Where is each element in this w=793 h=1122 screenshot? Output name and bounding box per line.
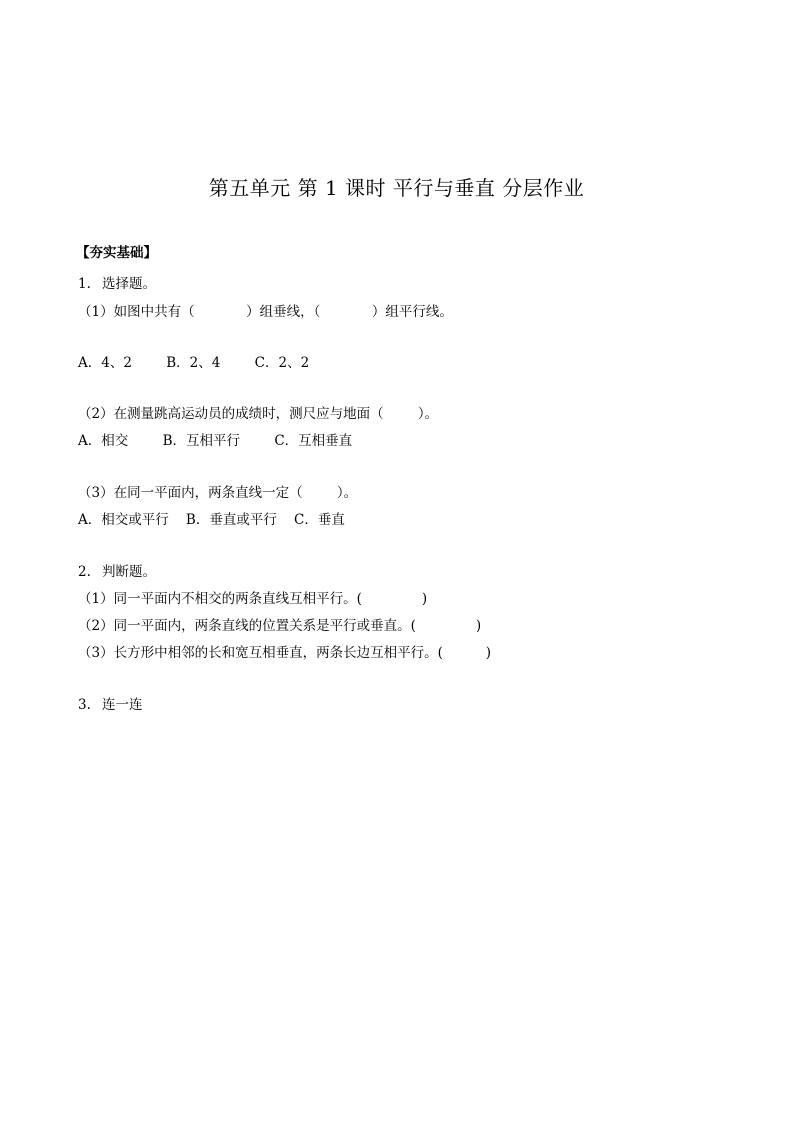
question-1-label: 选择题。	[102, 276, 156, 292]
question-1-sub-2-options: A．相交 B．互相平行 C．互相垂直	[78, 433, 353, 449]
question-1-sub-1: （1）如图中共有（ ）组垂线，（ ）组平行线。	[78, 304, 453, 320]
question-2-sub-3: （3）长方形中相邻的长和宽互相垂直，两条长边互相平行。( )	[78, 645, 492, 661]
question-3-heading	[78, 693, 143, 713]
question-1-sub-3-options: A．相交或平行 B．垂直或平行 C．垂直	[78, 512, 345, 528]
question-1-sub-3: （3）在同一平面内，两条直线一定（ ）。	[78, 485, 358, 501]
question-1-sub-1-options: A．4、2 B．2、4 C．2、2	[78, 355, 310, 371]
page-title: 第五单元 第 1 课时 平行与垂直 分层作业	[208, 176, 585, 200]
question-2-label: 判断题。	[102, 564, 156, 580]
question-2-heading	[78, 560, 156, 580]
question-1-heading	[78, 272, 156, 292]
question-2-sub-1: （1）同一平面内不相交的两条直线互相平行。( )	[78, 591, 428, 607]
question-2-number: 2.	[78, 564, 91, 580]
section-heading: 【夯实基础】	[76, 245, 157, 261]
question-3-number: 3.	[78, 697, 91, 713]
question-3-label: 连一连	[102, 697, 143, 713]
question-1-sub-2: （2）在测量跳高运动员的成绩时，测尺应与地面（ ）。	[78, 406, 439, 422]
question-1-number: 1.	[78, 276, 91, 292]
question-2-sub-2: （2）同一平面内，两条直线的位置关系是平行或垂直。( )	[78, 618, 482, 634]
